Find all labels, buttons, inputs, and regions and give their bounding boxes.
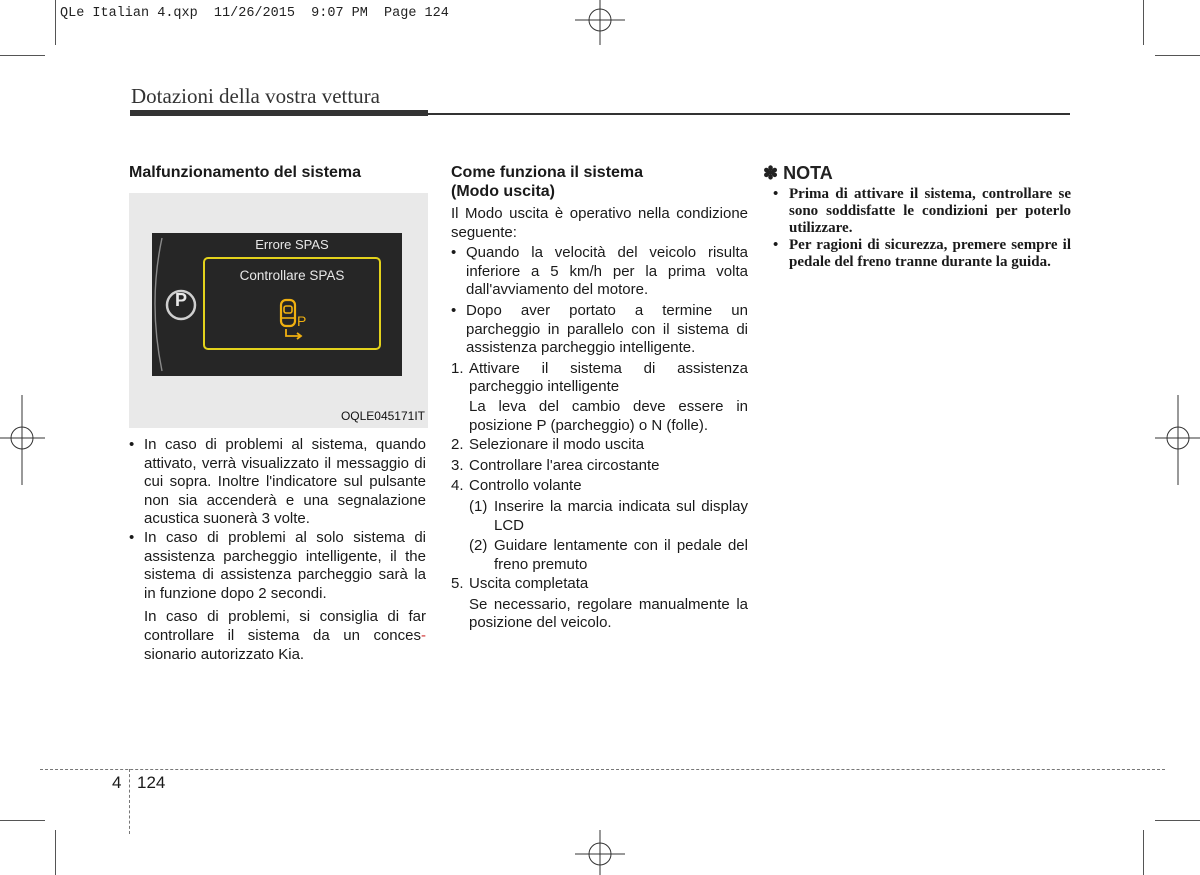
substep-item [451,498,748,535]
step-number: 2. [451,436,464,454]
figure-code: OQLE045171IT [340,409,425,423]
crop-mark [0,820,45,821]
registration-mark-right [1155,395,1200,485]
footer-rule [40,769,1165,770]
substep-text: Inserire la marcia indicata sul display LCD [494,497,748,534]
note-title: ✽ NOTA [763,163,833,183]
list-item: • Dopo aver portato a termine un parcheggio in parallelo con il sistema di assistenza parcheggio intelligente. [451,302,748,358]
heading-exit-mode-sub: (Modo uscita) [451,183,555,200]
step-text: Selezionare il modo uscita [469,436,645,454]
column-left-body [129,436,426,664]
paragraph-text: sionario autorizzato Kia. [144,645,305,663]
list-item: • Quando la velocità del veicolo risulta inferiore a 5 km/h per la prima volta dall'avviamento del motore. [451,244,748,300]
step-number: 5. [451,575,464,593]
crop-mark [55,0,56,45]
crop-mark [55,830,56,875]
paragraph [129,608,426,664]
heading-malfunction: Malfunzionamento del sistema [129,164,362,181]
step-note: La leva del cambio deve essere in posizione P (parcheggio) o N (folle). [469,397,748,434]
crop-mark [1155,55,1200,56]
step-number: 4. [451,477,464,495]
step-item [451,477,748,496]
step-item [451,360,748,397]
header-rule-thick [130,110,428,116]
lcd-message-text: Controllare SPAS [239,268,345,283]
step-item [451,457,748,476]
paragraph-text: In caso di problemi, si consiglia di far controllare il sistema da un conces [144,608,426,644]
column-middle [451,163,748,633]
intro-paragraph: Il Modo uscita è operativo nella condizione seguente: [451,205,748,241]
chapter-number: 4 [112,773,122,792]
print-slug: QLe Italian 4.qxp 11/26/2015 9:07 PM Page 124 [60,6,449,21]
footer-divider [129,769,130,834]
header-rule-thin [428,113,1070,115]
registration-mark-top [575,0,625,45]
substep-number: (2) [469,537,488,555]
step-number: 3. [451,456,464,474]
note-list [773,186,1071,271]
gear-indicator: P [174,290,187,310]
step-text: Controllo volante [469,477,582,495]
note-item: • Per ragioni di sicurezza, premere sempre il pedale del freno tranne durante la guida. [773,237,1071,271]
substep-item [451,537,748,574]
page-number: 124 [137,773,166,792]
step-note: Se necessario, regolare manualmente la posizione del veicolo. [469,595,748,632]
registration-mark-bottom [575,830,625,875]
lcd-error-text: Errore SPAS [255,237,329,252]
crop-mark [1155,820,1200,821]
crop-mark [0,55,45,56]
crop-mark [1143,0,1144,45]
column-left [129,163,426,182]
heading-exit-mode: Come funziona il sistema [451,164,644,181]
step-item [451,575,748,594]
list-item: • In caso di problemi al solo sistema di assistenza parcheggio intelligente, il the sistema di assistenza parcheggio sarà la in funzione dopo 2 secondi. [129,529,426,603]
note-item: • Prima di attivare il sistema, controllare se sono soddisfatte le condizioni per poterlo utilizzare. [773,186,1071,237]
list-item: • In caso di problemi al sistema, quando attivato, verrà visualizzato il messaggio di cui sopra. Inoltre l'indicatore sul pulsante non sia accenderà e una segnalazione acustica suonerà 3 volte. [129,436,426,529]
substep-number: (1) [469,497,488,515]
substep-text: Guidare lentamente con il pedale del freno premuto [494,537,748,573]
step-text: Uscita completata [469,575,589,593]
hyphen-mark: - [421,626,426,644]
step-text: Attivare il sistema di assistenza parcheggio intelligente [469,359,748,396]
step-item [451,436,748,455]
registration-mark-left [0,395,45,485]
section-title: Dotazioni della vostra vettura [131,84,380,108]
step-number: 1. [451,359,464,377]
step-text: Controllare l'area circostante [469,456,660,474]
parking-letter: P [297,313,307,329]
crop-mark [1143,830,1144,875]
